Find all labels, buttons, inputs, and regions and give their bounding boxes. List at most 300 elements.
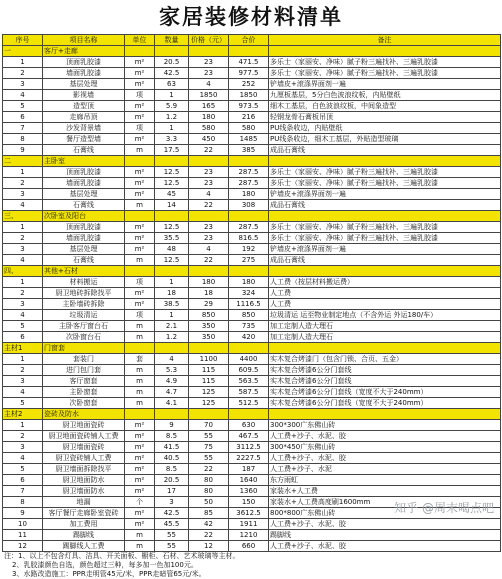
table-row [3, 57, 501, 68]
table-row [3, 420, 501, 431]
table-cell: 3 [3, 442, 43, 453]
table-row [3, 123, 501, 134]
table-cell: 5 [3, 398, 43, 409]
table-row [3, 310, 501, 321]
section-name: 主卧室 [43, 156, 125, 167]
table-cell: 次卧窗台石 [43, 332, 125, 343]
table-cell: 多乐士（家丽安、净味）腻子粉三遍找补、三遍乳胶漆 [269, 68, 501, 79]
table-row [3, 112, 501, 123]
table-cell: 厨卫地面瓷砖 [43, 420, 125, 431]
table-cell: 350 [189, 332, 229, 343]
table-cell: 5.9 [155, 101, 189, 112]
section-empty-cell [269, 409, 501, 420]
table-cell: 2 [3, 178, 43, 189]
table-cell: 735 [229, 321, 269, 332]
table-cell: m² [125, 233, 155, 244]
table-cell: 287.5 [229, 167, 269, 178]
table-cell: m [125, 145, 155, 156]
table-cell: 12.5 [155, 178, 189, 189]
section-label: 一 [3, 46, 43, 57]
table-cell: 成品石膏线 [269, 255, 501, 266]
table-cell: 人工费（按层材料搬运费） [269, 277, 501, 288]
table-cell: 2 [3, 288, 43, 299]
table-cell: 踢脚线人工费 [43, 541, 125, 552]
table-cell: 4 [3, 387, 43, 398]
table-row [3, 200, 501, 211]
table-cell: 石膏线 [43, 255, 125, 266]
table-cell: m² [125, 299, 155, 310]
table-cell: 1485 [229, 134, 269, 145]
section-empty-cell [125, 266, 155, 277]
table-row [3, 431, 501, 442]
header-cell: 数量 [155, 35, 189, 46]
table-cell: 41.5 [155, 442, 189, 453]
table-cell: 850 [189, 310, 229, 321]
table-cell: 450 [189, 134, 229, 145]
table-cell: 45.5 [155, 519, 189, 530]
table-cell: 铲墙皮+滚涤界面剂一遍 [269, 244, 501, 255]
section-empty-cell [189, 46, 229, 57]
table-cell: 造型顶 [43, 101, 125, 112]
table-cell: 多乐士（家丽安、净味）腻子粉三遍找补、三遍乳胶漆 [269, 222, 501, 233]
table-cell: 家装水+人工费高度刷1600mm [269, 497, 501, 508]
table-cell: 基层处理 [43, 244, 125, 255]
section-empty-cell [189, 156, 229, 167]
table-cell: 22 [189, 464, 229, 475]
table-cell: 客厅餐厅走廊卧室瓷砖 [43, 508, 125, 519]
table-cell: 多乐士（家丽安、净味）腻子粉三遍找补、三遍乳胶漆 [269, 178, 501, 189]
table-cell: 216 [229, 112, 269, 123]
table-cell: 人工费+沙子、水泥、胶 [269, 519, 501, 530]
table-row [3, 167, 501, 178]
table-cell: 50 [189, 497, 229, 508]
table-cell: 轻钢龙骨石膏板吊顶 [269, 112, 501, 123]
table-cell: m [125, 541, 155, 552]
section-empty-cell [229, 156, 269, 167]
table-row [3, 519, 501, 530]
table-cell: 九厘板基层，5分白色波浪纹板，内贴壁纸 [269, 90, 501, 101]
table-cell: PU线条收边，细木工基层，外贴造型玻璃 [269, 134, 501, 145]
section-empty-cell [125, 409, 155, 420]
table-cell: 12.5 [155, 222, 189, 233]
table-cell: m² [125, 486, 155, 497]
table-cell: 走廊吊顶 [43, 112, 125, 123]
table-cell: 9 [3, 508, 43, 519]
table-row [3, 453, 501, 464]
table-cell: 6 [3, 112, 43, 123]
table-cell: 套装门 [43, 354, 125, 365]
table-cell: 墙面乳胶漆 [43, 233, 125, 244]
header-cell: 备注 [269, 35, 501, 46]
header-cell: 项目名称 [43, 35, 125, 46]
table-cell: 人工费 [269, 299, 501, 310]
table-cell: 38.5 [155, 299, 189, 310]
section-name: 次卧室及阳台 [43, 211, 125, 222]
section-empty-cell [269, 156, 501, 167]
table-row [3, 178, 501, 189]
table-cell: m² [125, 167, 155, 178]
table-row [3, 464, 501, 475]
table-cell: 人工费 [269, 288, 501, 299]
table-cell: 4.1 [155, 398, 189, 409]
section-empty-cell [189, 343, 229, 354]
table-cell: 4400 [229, 354, 269, 365]
table-cell: 厨卫墙面拆除找平 [43, 464, 125, 475]
table-cell: 人工费+沙子、水泥、胶 [269, 431, 501, 442]
section-empty-cell [155, 266, 189, 277]
table-cell: 1116.5 [229, 299, 269, 310]
table-cell: 3 [3, 376, 43, 387]
table-cell: 5 [3, 464, 43, 475]
table-row [3, 79, 501, 90]
section-empty-cell [125, 343, 155, 354]
table-cell: 加工定制人造大理石 [269, 321, 501, 332]
section-row [3, 409, 501, 420]
table-cell: 5 [3, 101, 43, 112]
table-cell: 12.5 [155, 167, 189, 178]
table-cell: 人工费+沙子、水泥、胶 [269, 541, 501, 552]
table-cell: m [125, 255, 155, 266]
section-label: 四、 [3, 266, 43, 277]
table-cell: 22 [189, 200, 229, 211]
table-cell: m² [125, 508, 155, 519]
table-cell: 324 [229, 288, 269, 299]
table-cell: 厨卫墙面瓷砖 [43, 442, 125, 453]
table-cell: 12 [189, 541, 229, 552]
table-cell: 3 [155, 497, 189, 508]
table-row [3, 189, 501, 200]
table-cell: 铲墙皮+滚涤界面剂一遍 [269, 79, 501, 90]
table-cell: 4 [189, 244, 229, 255]
table-cell: m [125, 332, 155, 343]
table-cell: 1 [3, 222, 43, 233]
note-line: 2、乳胶漆颜色自选，颜色超过三种，每多加一色加100元。 [4, 561, 502, 570]
section-label: 二 [3, 156, 43, 167]
table-cell: 1 [3, 354, 43, 365]
table-cell: 3112.5 [229, 442, 269, 453]
table-cell: 18 [155, 288, 189, 299]
table-cell: 家装水+人工费 [269, 486, 501, 497]
section-empty-cell [155, 46, 189, 57]
table-cell: 12.5 [155, 255, 189, 266]
section-empty-cell [125, 211, 155, 222]
header-cell: 序号 [3, 35, 43, 46]
section-empty-cell [155, 409, 189, 420]
table-cell: 609.5 [229, 365, 269, 376]
table-cell: 1 [155, 310, 189, 321]
table-cell: 主卧墙砖拆除 [43, 299, 125, 310]
table-cell: 1850 [189, 90, 229, 101]
table-cell: 成品石膏线 [269, 200, 501, 211]
section-empty-cell [229, 46, 269, 57]
table-cell: 实木复合烤漆6公分门套线 [269, 376, 501, 387]
table-cell: 个 [125, 497, 155, 508]
table-cell: 42.5 [155, 508, 189, 519]
table-cell: 17.5 [155, 145, 189, 156]
table-cell: 29 [189, 299, 229, 310]
table-row [3, 442, 501, 453]
table-cell: 厨卫地面瓷砖铺人工费 [43, 431, 125, 442]
table-cell: 主卧客厅窗台石 [43, 321, 125, 332]
table-cell: 项 [125, 310, 155, 321]
table-cell: 4 [3, 200, 43, 211]
table-cell: 顶面乳胶漆 [43, 167, 125, 178]
table-cell: m² [125, 431, 155, 442]
table-cell: 3.3 [155, 134, 189, 145]
table-cell: 进门包门套 [43, 365, 125, 376]
table-cell: 项 [125, 90, 155, 101]
table-cell: 55 [189, 431, 229, 442]
table-cell: 餐厅造型墙 [43, 134, 125, 145]
table-cell: 地漏 [43, 497, 125, 508]
table-cell: m² [125, 519, 155, 530]
table-cell: m² [125, 189, 155, 200]
table-cell: 580 [229, 123, 269, 134]
table-cell: 252 [229, 79, 269, 90]
section-row [3, 343, 501, 354]
table-cell: 实木复合烤漆6公分门套线（宽度不大于240mm） [269, 398, 501, 409]
table-cell: 3 [3, 299, 43, 310]
table-cell: 2 [3, 68, 43, 79]
table-cell: 5 [3, 321, 43, 332]
table-cell: 800*800广东佛山砖 [269, 508, 501, 519]
table-cell: 人工费+沙子、水泥、胶 [269, 453, 501, 464]
table-cell: m [125, 530, 155, 541]
table-cell: m² [125, 79, 155, 90]
table-cell: 多乐士（家丽安、净味）腻子粉三遍找补、三遍乳胶漆 [269, 57, 501, 68]
table-row [3, 530, 501, 541]
table-cell: 420 [229, 332, 269, 343]
table-cell: 165 [189, 101, 229, 112]
table-cell: 23 [189, 167, 229, 178]
table-cell: 150 [229, 497, 269, 508]
table-cell: 3 [3, 244, 43, 255]
table-cell: 踢脚线 [43, 530, 125, 541]
table-cell: 23 [189, 222, 229, 233]
table-cell: PU线条收边，内贴壁纸 [269, 123, 501, 134]
table-cell: 4 [3, 90, 43, 101]
table-cell: 1 [155, 90, 189, 101]
table-cell: 23 [189, 57, 229, 68]
table-cell: 加工定制人造大理石 [269, 332, 501, 343]
table-cell: 8.5 [155, 431, 189, 442]
table-cell: 4 [3, 310, 43, 321]
table-cell: 70 [189, 420, 229, 431]
table-cell: 973.5 [229, 101, 269, 112]
table-cell: 2 [3, 233, 43, 244]
section-name: 门窗套 [43, 343, 125, 354]
table-cell: 40.5 [155, 453, 189, 464]
table-cell: m² [125, 222, 155, 233]
table-cell: 垃圾清运 [43, 310, 125, 321]
note-line: 3、水路改造施工：PPR走明管45元/米，PPR走暗管65元/米。 [4, 570, 502, 579]
table-cell: 1 [3, 167, 43, 178]
table-cell: 实木复合烤漆6公分门套线（宽度不大于240mm） [269, 387, 501, 398]
section-empty-cell [155, 343, 189, 354]
section-empty-cell [269, 266, 501, 277]
table-cell: 基层处理 [43, 189, 125, 200]
table-cell: 2.1 [155, 321, 189, 332]
table-cell: 9 [3, 145, 43, 156]
section-empty-cell [229, 343, 269, 354]
table-cell: m² [125, 475, 155, 486]
table-cell: 影视墙 [43, 90, 125, 101]
table-cell: 180 [229, 277, 269, 288]
table-cell: 23 [189, 178, 229, 189]
table-row [3, 475, 501, 486]
table-row [3, 277, 501, 288]
table-row [3, 134, 501, 145]
table-cell: 55 [155, 530, 189, 541]
table-cell: 471.5 [229, 57, 269, 68]
table-cell: 东方雨虹 [269, 475, 501, 486]
section-empty-cell [155, 211, 189, 222]
table-cell: 11 [3, 530, 43, 541]
section-label: 主材1 [3, 343, 43, 354]
table-cell: 1210 [229, 530, 269, 541]
table-cell: m² [125, 453, 155, 464]
table-cell: 63 [155, 79, 189, 90]
table-cell: 厨卫地面防水 [43, 475, 125, 486]
table-cell: 6 [3, 332, 43, 343]
table-cell: 铲墙皮+滚涤界面剂一遍 [269, 189, 501, 200]
table-cell: 垃圾清运 运至物业制定地点（不含外运 外运180/车） [269, 310, 501, 321]
table-cell: 115 [189, 365, 229, 376]
table-cell: 基层处理 [43, 79, 125, 90]
section-empty-cell [229, 211, 269, 222]
table-cell: 115 [189, 376, 229, 387]
table-cell: 1911 [229, 519, 269, 530]
table-cell: m [125, 200, 155, 211]
table-cell: 2 [3, 431, 43, 442]
table-cell: 7 [3, 123, 43, 134]
table-cell: 385 [229, 145, 269, 156]
section-empty-cell [125, 156, 155, 167]
watermark: 知乎 @周末喝点吧 [394, 499, 494, 516]
table-cell: 4 [189, 189, 229, 200]
table-row [3, 387, 501, 398]
table-cell: 85 [189, 508, 229, 519]
section-label: 主材2 [3, 409, 43, 420]
table-row [3, 233, 501, 244]
table-cell: 8.5 [155, 464, 189, 475]
table-cell: 816.5 [229, 233, 269, 244]
table-cell: m² [125, 288, 155, 299]
table-row [3, 332, 501, 343]
table-cell: 308 [229, 200, 269, 211]
table-cell: 石膏线 [43, 145, 125, 156]
note-line: 注：1、以上不包含灯具、洁具、开关面板、橱柜、石材、艺术玻璃等主材。 [4, 552, 502, 561]
table-cell: m² [125, 112, 155, 123]
table-cell: m² [125, 420, 155, 431]
table-cell: 厨卫地砖拆除找平 [43, 288, 125, 299]
document-title: 家居装修材料清单 [0, 0, 502, 34]
table-cell: 467.5 [229, 431, 269, 442]
table-cell: 墙面乳胶漆 [43, 178, 125, 189]
table-cell: 587.5 [229, 387, 269, 398]
table-cell: 80 [189, 486, 229, 497]
table-cell: 踢脚线 [269, 530, 501, 541]
section-empty-cell [269, 211, 501, 222]
section-empty-cell [189, 266, 229, 277]
table-cell: 套 [125, 354, 155, 365]
table-row [3, 486, 501, 497]
table-cell: 4 [155, 354, 189, 365]
notes [4, 552, 502, 579]
table-cell: 4 [3, 255, 43, 266]
table-cell: m [125, 398, 155, 409]
table-cell: 1 [3, 277, 43, 288]
table-cell: 厨卫墙面防水 [43, 486, 125, 497]
table-cell: 42.5 [155, 68, 189, 79]
table-cell: 4 [3, 453, 43, 464]
table-cell: 660 [229, 541, 269, 552]
table-cell: 125 [189, 387, 229, 398]
table-cell: 23 [189, 233, 229, 244]
table-cell: 1.2 [155, 112, 189, 123]
table-cell: 180 [189, 112, 229, 123]
table-cell: m² [125, 57, 155, 68]
table-cell: 1640 [229, 475, 269, 486]
table-cell: 300*450广东佛山砖 [269, 442, 501, 453]
table-cell: 1850 [229, 90, 269, 101]
table-cell: 顶面乳胶漆 [43, 222, 125, 233]
table-cell: 项 [125, 277, 155, 288]
table-cell: 850 [229, 310, 269, 321]
table-cell: m [125, 376, 155, 387]
table-row [3, 398, 501, 409]
header-cell: 价格（元） [189, 35, 229, 46]
table-cell: m² [125, 134, 155, 145]
table-cell: 厨卫瓷砖铺人工费 [43, 453, 125, 464]
table-cell: m [125, 387, 155, 398]
table-cell: 3612.5 [229, 508, 269, 519]
table-cell: 14 [155, 200, 189, 211]
table-cell: 125 [189, 398, 229, 409]
table-cell: 客厅窗套 [43, 376, 125, 387]
table-row [3, 365, 501, 376]
table-cell: 187 [229, 464, 269, 475]
table-cell: 35.5 [155, 233, 189, 244]
table-cell: 多乐士（家丽安、净味）腻子粉三遍找补、三遍乳胶漆 [269, 167, 501, 178]
table-cell: 墙面乳胶漆 [43, 68, 125, 79]
table-cell: 180 [189, 277, 229, 288]
table-body [3, 46, 501, 552]
table-cell: m² [125, 101, 155, 112]
section-empty-cell [269, 343, 501, 354]
table-cell: 1 [155, 277, 189, 288]
table-cell: m [125, 321, 155, 332]
table-cell: 12 [3, 541, 43, 552]
table-cell: 加工费用 [43, 519, 125, 530]
table-cell: 75 [189, 442, 229, 453]
table-cell: 580 [189, 123, 229, 134]
section-empty-cell [269, 46, 501, 57]
table-cell: m² [125, 442, 155, 453]
table-cell: 人工费+沙子、水泥 [269, 464, 501, 475]
table-cell: m [125, 365, 155, 376]
table-cell: 6 [3, 475, 43, 486]
table-cell: 7 [3, 486, 43, 497]
table-cell: 8 [3, 134, 43, 145]
table-cell: 9 [155, 420, 189, 431]
table-cell: 192 [229, 244, 269, 255]
section-row [3, 266, 501, 277]
table-cell: 项 [125, 123, 155, 134]
section-row [3, 46, 501, 57]
table-cell: 成品石膏线 [269, 145, 501, 156]
table-cell: 1 [3, 57, 43, 68]
